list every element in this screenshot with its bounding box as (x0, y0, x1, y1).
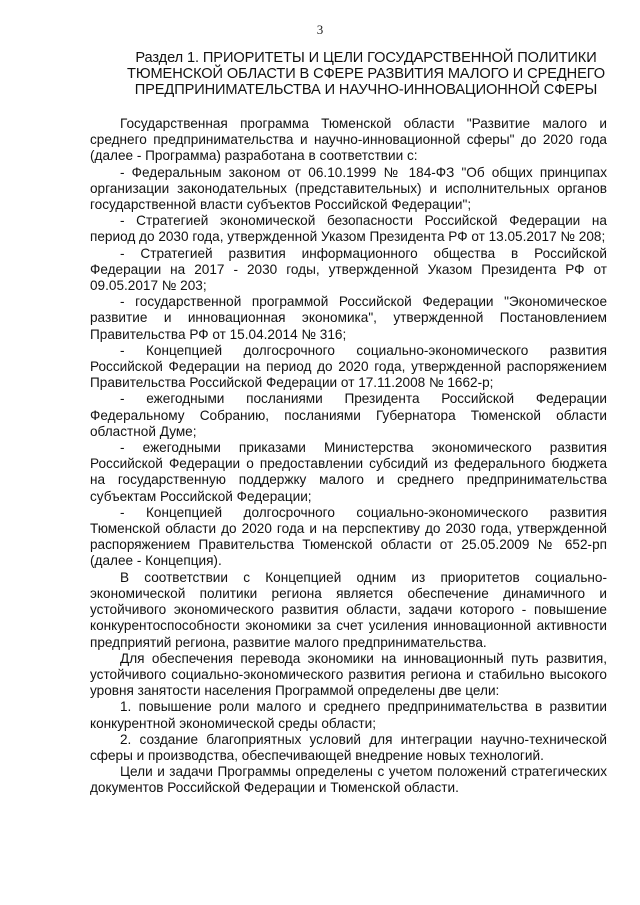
list-item: - Федеральным законом от 06.10.1999 № 184-ФЗ "Об общих принципах организации законодательных (представительных) и исполнительных органов государственной власти субъектов Российской Федерации"; (90, 164, 607, 213)
section-heading-line: ТЮМЕНСКОЙ ОБЛАСТИ В СФЕРЕ РАЗВИТИЯ МАЛОГО И СРЕДНЕГО (127, 66, 605, 82)
list-item: - Стратегией экономической безопасности Российской Федерации на период до 2030 года, утвержденной Указом Президента РФ от 13.05.2017 № 208; (90, 213, 607, 245)
section-heading (112, 50, 620, 98)
section-heading-line: ПРЕДПРИНИМАТЕЛЬСТВА И НАУЧНО-ИННОВАЦИОННОЙ СФЕРЫ (134, 82, 598, 98)
paragraph: В соответствии с Концепцией одним из приоритетов социально-экономической политики региона является обеспечение динамичного и устойчивого экономического развития области, задачи которого - повышение конкурентоспособности экономики за счет усиления инновационной активности предприятий региона, развитие малого предпринимательства. (90, 569, 607, 650)
paragraph: Государственная программа Тюменской области "Развитие малого и среднего предпринимательства и научно-инновационной сферы" до 2020 года (далее - Программа) разработана в соответствии с: (90, 116, 607, 164)
goal-item: 2. создание благоприятных условий для интеграции научно-технической сферы и производства, обеспечивающей внедрение новых технологий. (90, 731, 607, 763)
body-text (90, 116, 607, 797)
paragraph: Для обеспечения перевода экономики на инновационный путь развития, устойчивого социально-экономического развития региона и стабильно высокого уровня занятости населения Программой определены две цели: (90, 650, 607, 699)
list-item: - Стратегией развития информационного общества в Российской Федерации на 2017 - 2030 годы, утвержденной Указом Президента РФ от 09.05.2017 № 203; (90, 245, 607, 294)
list-item: - ежегодными посланиями Президента Российской Федерации Федеральному Собранию, посланиями Губернатора Тюменской области областной Думе; (90, 391, 607, 439)
section-heading-line: Раздел 1. ПРИОРИТЕТЫ И ЦЕЛИ ГОСУДАРСТВЕННОЙ ПОЛИТИКИ (135, 50, 597, 66)
paragraph: Цели и задачи Программы определены с учетом положений стратегических документов Российской Федерации и Тюменской области. (90, 764, 607, 796)
page-number: 3 (316, 22, 324, 37)
list-item: - Концепцией долгосрочного социально-экономического развития Тюменской области до 2020 года и на перспективу до 2030 года, утвержденной распоряжением Правительства Тюменской области от 25.05.2009 № 652-рп (далее - Концепция). (90, 504, 607, 569)
list-item: - государственной программой Российской Федерации "Экономическое развитие и инновационная экономика", утвержденной Постановлением Правительства РФ от 15.04.2014 № 316; (90, 294, 607, 342)
list-item: - ежегодными приказами Министерства экономического развития Российской Федерации о предоставлении субсидий из федерального бюджета на государственную поддержку малого и среднего предпринимательства субъектам Российской Федерации; (90, 440, 607, 504)
goal-item: 1. повышение роли малого и среднего предпринимательства в развитии конкурентной экономической среды области; (90, 699, 607, 731)
list-item: - Концепцией долгосрочного социально-экономического развития Российской Федерации на период до 2020 года, утвержденной распоряжением Правительства Российской Федерации от 17.11.2008 № 1662-р; (90, 342, 607, 391)
